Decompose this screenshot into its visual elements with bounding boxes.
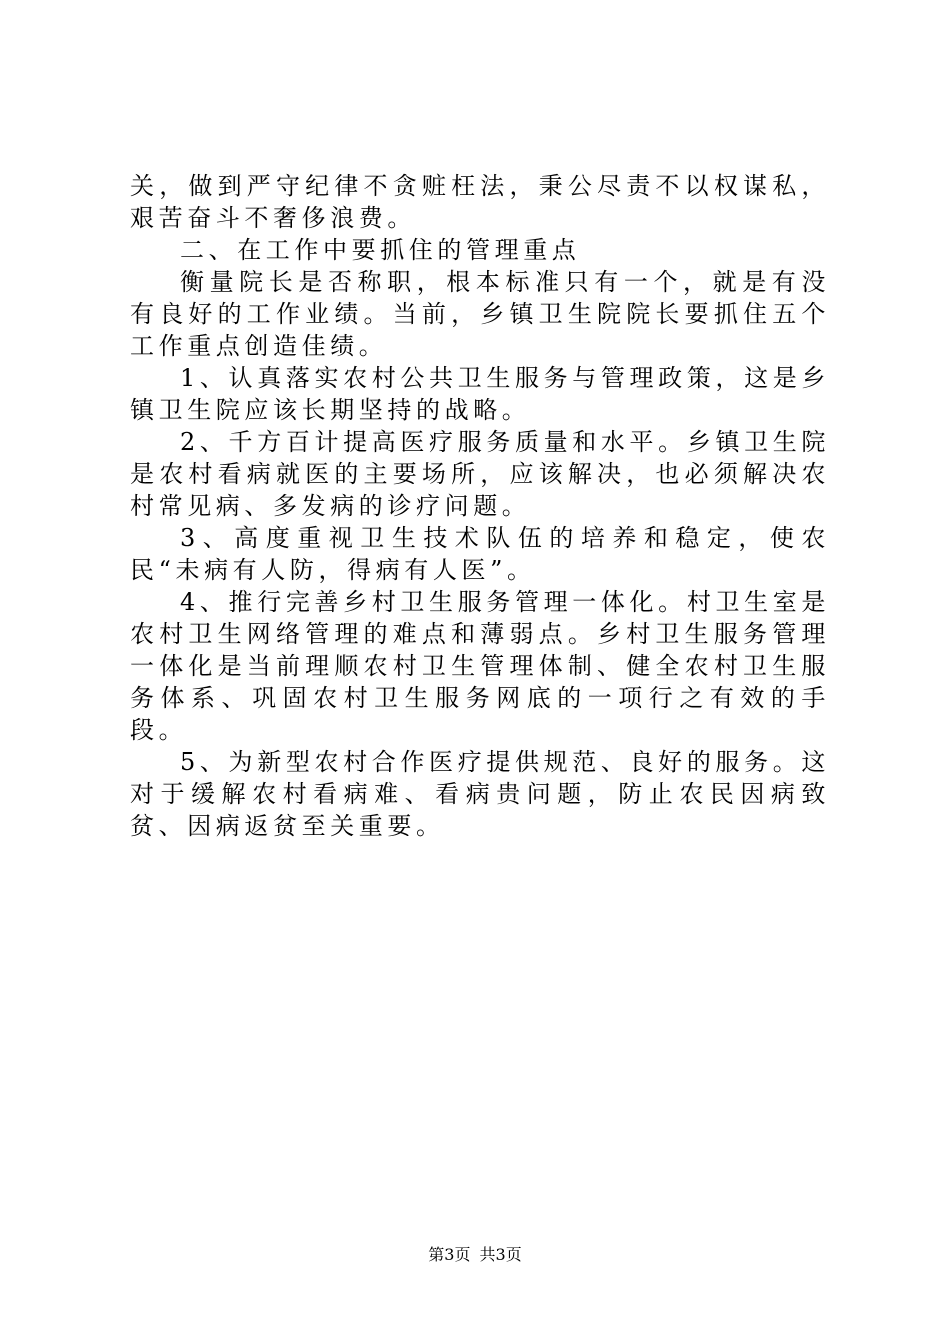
paragraph-continuation: 关，做到严守纪律不贪赃枉法，秉公尽责不以权谋私，艰苦奋斗不奢侈浪费。 [130, 172, 830, 232]
document-body [130, 170, 830, 842]
page-footer [0, 1245, 950, 1265]
list-item-3: 3、高度重视卫生技术队伍的培养和稳定，使农民“未病有人防，得病有人医”。 [130, 524, 830, 584]
page-total: 共3页 [479, 1245, 522, 1264]
list-item-2: 2、千方百计提高医疗服务质量和水平。乡镇卫生院是农村看病就医的主要场所，应该解决，也必须解决农村常见病、多发病的诊疗问题。 [130, 428, 830, 520]
page-number: 第3页 [428, 1245, 471, 1264]
section-heading: 二、在工作中要抓住的管理重点 [180, 236, 581, 264]
list-item-5: 5、为新型农村合作医疗提供规范、良好的服务。这对于缓解农村看病难、看病贵问题，防止农民因病致贫、因病返贫至关重要。 [130, 748, 830, 840]
paragraph-intro: 衡量院长是否称职，根本标准只有一个，就是有没有良好的工作业绩。当前，乡镇卫生院院长要抓住五个工作重点创造佳绩。 [130, 268, 830, 360]
list-item-1: 1、认真落实农村公共卫生服务与管理政策，这是乡镇卫生院应该长期坚持的战略。 [130, 364, 830, 424]
list-item-4: 4、推行完善乡村卫生服务管理一体化。村卫生室是农村卫生网络管理的难点和薄弱点。乡村卫生服务管理一体化是当前理顺农村卫生管理体制、健全农村卫生服务体系、巩固农村卫生服务网底的一项行之有效的手段。 [130, 588, 830, 744]
